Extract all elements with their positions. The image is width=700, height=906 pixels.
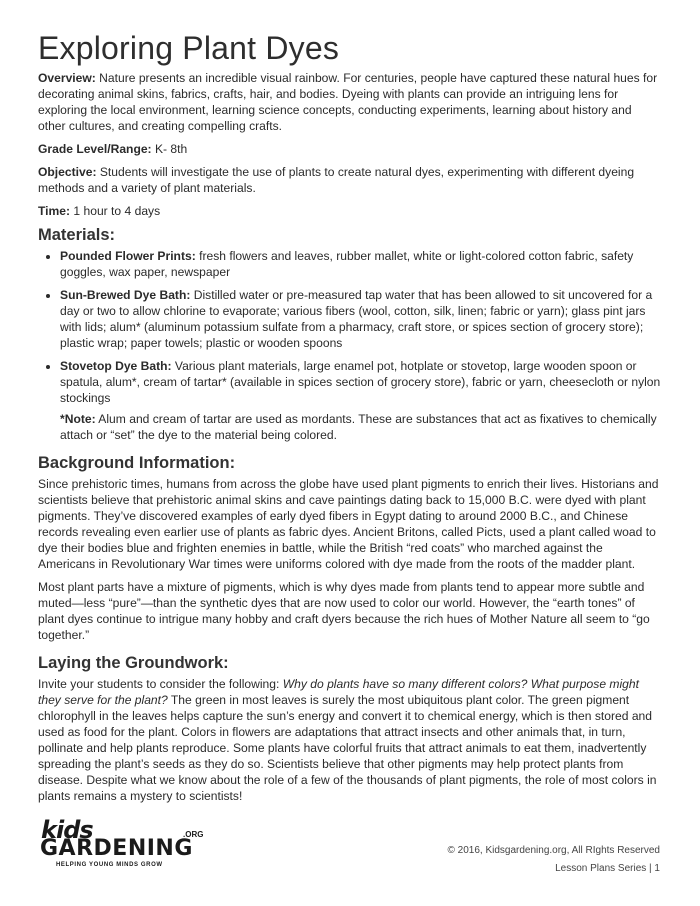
background-paragraph-2: Most plant parts have a mixture of pigments, which is why dyes made from plants tend to appear more subtle and muted—less “pure”—than the synthetic dyes that are now used to color our world. However, the “earth tones” of plant dyes continue to intrigue many hobby and craft dyers because the rich hues of Mother Nature all seem to “go together.”: [38, 580, 650, 642]
list-item: [60, 358, 662, 406]
list-item-text: Various plant materials, large enamel pot, hotplate or stovetop, large wooden spoon or spatula, alum*, cream of tartar* (available in spices section of grocery store), fabric or yarn, cheesecloth or nylon stockings: [60, 359, 661, 405]
list-item-label: Stovetop Dye Bath:: [60, 359, 172, 373]
logo-gardening-text: GARDENING: [40, 836, 193, 861]
logo-tagline: HELPING YOUNG MINDS GROW: [56, 862, 163, 868]
groundwork-question: Why do plants have so many different colors? What purpose might they serve for the plant?: [38, 677, 639, 707]
note-label: *Note:: [60, 412, 96, 426]
objective-paragraph: [38, 164, 662, 196]
overview-text: Nature presents an incredible visual rainbow. For centuries, people have captured these natural hues for decorating animal skins, fabrics, crafts, hair, and bodies. Dyeing with plants can provide an intriguing lens for exploring the local environment, learning science concepts, conducting experiments, learning about history and other cultures, and creating compelling crafts.: [38, 71, 658, 133]
mordant-note: [60, 411, 662, 443]
background-heading: Background Information:: [38, 454, 236, 472]
grade-level-text: K- 8th: [151, 142, 188, 156]
list-item-label: Pounded Flower Prints:: [60, 249, 196, 263]
footer-info: [448, 842, 661, 878]
page-title: Exploring Plant Dyes: [38, 30, 340, 66]
grade-level-label: Grade Level/Range:: [38, 142, 152, 156]
groundwork-text: The green in most leaves is surely the most ubiquitous plant color. The green pigment chlorophyll in the leaves helps capture the sun’s energy and convert it to chemical energy, which is then stored and used as food for the plant. Colors in flowers are adaptations that attract insects and other animals that, in turn, pollinate and help plants reproduce. Some plants have colorful fruits that attract animals to eat them, inadvertently spreading the plant’s seeds as they do so. Scientists believe that other pigments may help protect plants from disease. Despite what we know about the role of a few of the thousands of plant pigments, the role of most colors in plants remains a mystery to scientists!: [38, 693, 657, 803]
series-text: Lesson Plans Series | 1: [555, 863, 660, 874]
copyright-text: © 2016, Kidsgardening.org, All RIghts Reserved: [447, 845, 660, 856]
logo-org-text: .ORG: [183, 830, 204, 839]
groundwork-heading: Laying the Groundwork:: [38, 654, 229, 672]
objective-text: Students will investigate the use of plants to create natural dyes, experimenting with different dyeing methods and a variety of plant materials.: [38, 165, 635, 195]
document-body: [38, 70, 662, 811]
list-item-text: Distilled water or pre-measured tap water that has been allowed to sit uncovered for a day or two to allow chlorine to evaporate; various fibers (wool, cotton, silk, linen; fabric or yarn); glass pint jars with lids; alum* (aluminum potassium sulfate from a pharmacy, craft store, or spices section of grocery store); plastic wrap; paper towels; plastic or wooden spoons: [60, 288, 653, 350]
list-item: [60, 248, 662, 280]
objective-label: Objective:: [38, 165, 97, 179]
list-item-label: Sun-Brewed Dye Bath:: [60, 288, 191, 302]
kidsgardening-logo: [38, 816, 208, 872]
list-item: [60, 287, 662, 351]
time-text: 1 hour to 4 days: [70, 204, 161, 218]
background-paragraph-1: Since prehistoric times, humans from across the globe have used plant pigments to enrich their lives. Historians and scientists believe that prehistoric animal skins and cave paintings dating back to 15,000 B.C. were dyed with plant pigments. They’ve discovered examples of early dyed fibers in Egypt dating to around 2000 B.C., and Chinese records revealing even earlier use of plants as fabric dyes. Ancient Britons, called Picts, used a plant called woad to dye their bodies blue and frighten enemies in battle, while the British “red coats” who marched against the Americans in Revolutionary War times were uniforms colored with dye made from the roots of the madder plant.: [38, 477, 659, 571]
materials-list: [38, 248, 662, 406]
logo-kids-text: kids: [41, 816, 93, 844]
note-text: Alum and cream of tartar are used as mordants. These are substances that act as fixatives to chemically attach or “set” the dye to the material being colored.: [60, 412, 657, 442]
overview-paragraph: [38, 70, 662, 134]
materials-heading: Materials:: [38, 226, 116, 244]
groundwork-paragraph: [38, 676, 662, 804]
time-paragraph: [38, 203, 662, 219]
grade-level-paragraph: [38, 141, 662, 157]
time-label: Time:: [38, 204, 71, 218]
overview-label: Overview:: [38, 71, 96, 85]
groundwork-intro: Invite your students to consider the following:: [38, 677, 283, 691]
list-item-text: fresh flowers and leaves, rubber mallet, white or light-colored cotton fabric, safety goggles, wax paper, newspaper: [60, 249, 634, 279]
